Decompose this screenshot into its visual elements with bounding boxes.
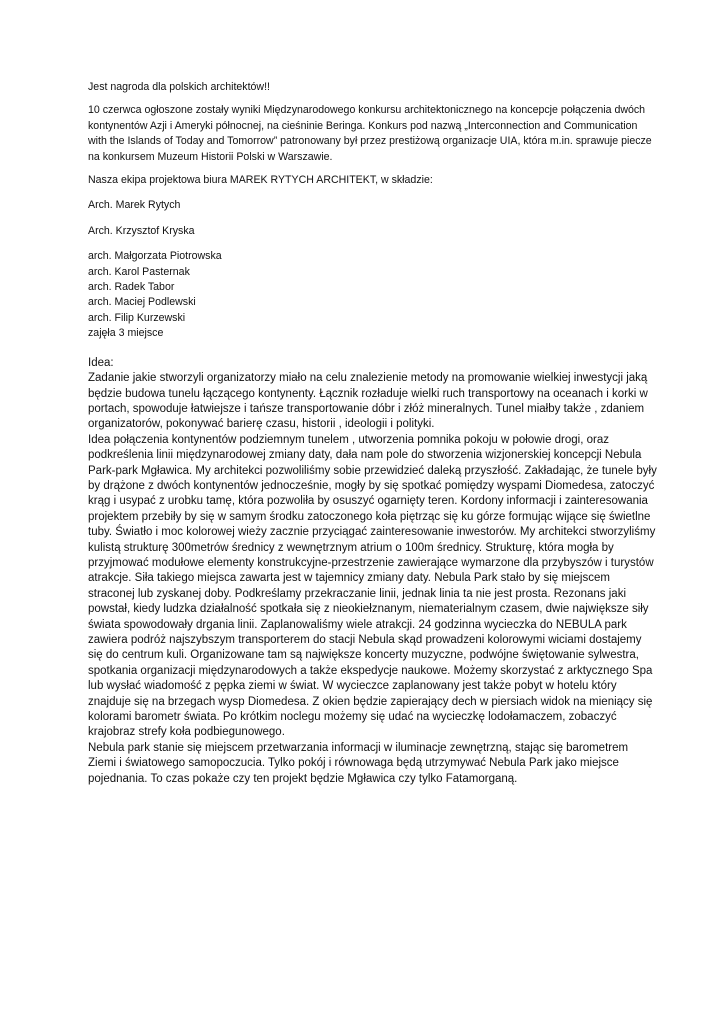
lead-architect-2: Arch. Krzysztof Kryska [88, 224, 195, 237]
team-member: arch. Filip Kurzewski [88, 311, 186, 324]
idea-label: Idea: [88, 356, 114, 369]
intro-paragraph: 10 czerwca ogłoszone zostały wyniki Międzynarodowego konkursu architektonicznego na koncepcje połączenia dwóch kontynentów Azji i Ameryki północnej, na cieśninie Beringa. Konkurs pod nazwą „Interconnection and Communication with the Islands of Today and Tomorrow” patronowany był przez prestiżową organizacje UIA, która m.in. sprawuje piecze na konkursem Muzeum Historii Polski w Warszawie. [88, 104, 652, 163]
intro-section [88, 80, 658, 239]
award-result: zajęła 3 miejsce [88, 327, 164, 340]
lead-architect-1: Arch. Marek Rytych [88, 199, 181, 212]
document-page [88, 80, 658, 787]
team-member: arch. Maciej Podlewski [88, 296, 196, 309]
idea-paragraph-2: Idea połączenia kontynentów podziemnym tunelem , utworzenia pomnika pokoju w połowie drogi, oraz podkreślenia linii międzynarodowej zmiany daty, dała nam pole do stworzenia wizjonerskiej koncepcji Nebula Park-park Mgławica. My architekci pozwoliliśmy sobie przewidzieć daleką przyszłość. Zakładając, że tunele były by drążone z dwóch kontynentów jednocześnie, mogły by się spotkać pomiędzy wyspami Diomedesa, zatoczyć krąg i usypać z urobku tamę, która pozwoliła by osuszyć ogarnięty teren. Kordony informacji i zainteresowania projektem przebiły by się w samym środku zatoczonego koła piętrząc się ku górze formując wijące się świetlne tuby. Światło i moc kolorowej wieży zacznie przyciągać zainteresowanie inwestorów. My architekci stworzyliśmy kulistą strukturę 300metrów średnicy z wewnętrznym atrium o 100m średnicy. Strukturę, która mogła by przyjmować modułowe elementy konstrukcyjne-przestrzenie zawierające wymarzone dla przybyszów i turystów atrakcje. Siła takiego miejsca zawarta jest w tajemnicy zmiany daty. Nebula Park stało by się miejscem straconej lub zyskanej doby. Podkreślamy przekraczanie linii, jednak linia ta nie jest prosta. Rezonans jaki powstał, kiedy ludzka działalność spotkała się z nieokiełznanym, niematerialnym czasem, dwie największe siły świata spowodowały drgania linii. Zaplanowaliśmy wiele atrakcji. 24 godzinna wycieczka do NEBULA park zawiera podróż najszybszym transporterem do stacji Nebula skąd prowadzeni kolorowymi wiciami dostajemy się do centrum kuli. Organizowane tam są największe koncerty muzyczne, podwójne świętowanie sylwestra, spotkania organizacji międzynarodowych a także ekspedycje naukowe. Możemy skorzystać z arktycznego Spa lub wysłać wiadomość z pępka ziemi w świat. W wycieczce zaplanowany jest także pobyt w hotelu który znajduje się na brzegach wysp Diomedesa. Z okien będzie zapierający dech w piersiach widok na mieniący się kolorami barometr świata. Po krótkim noclegu możemy się udać na wycieczkę lodołamaczem, zobaczyć krajobraz strefy koła podbiegunowego. [88, 433, 657, 739]
team-member: arch. Radek Tabor [88, 281, 175, 294]
team-intro: Nasza ekipa projektowa biura MAREK RYTYCH ARCHITEKT, w składzie: [88, 174, 433, 187]
headline: Jest nagroda dla polskich architektów!! [88, 81, 270, 93]
idea-paragraph-1: Zadanie jakie stworzyli organizatorzy miało na celu znalezienie metody na promowanie wielkiej inwestycji jaką będzie budowa tunelu łączącego kontynenty. Łącznik rozładuje wielki ruch transportowy na oceanach i korki w portach, spowoduje łatwiejsze i tańsze transportowanie dóbr i złóż mineralnych. Tunel miałby także , zdaniem organizatorów, pokonywać barierę czasu, historii , ideologii i polityki. [88, 372, 648, 431]
idea-section [88, 356, 658, 787]
team-member: arch. Karol Pasternak [88, 265, 190, 278]
team-member: arch. Małgorzata Piotrowska [88, 250, 222, 263]
idea-paragraph-3: Nebula park stanie się miejscem przetwarzania informacji w iluminacje zewnętrzną, stając się barometrem Ziemi i światowego samopoczucia. Tylko pokój i równowaga będą utrzymywać Nebula Park jako miejsce pojednania. To czas pokaże czy ten projekt będzie Mgławica czy tylko Fatamorganą. [88, 741, 629, 785]
team-members-list [88, 249, 658, 341]
